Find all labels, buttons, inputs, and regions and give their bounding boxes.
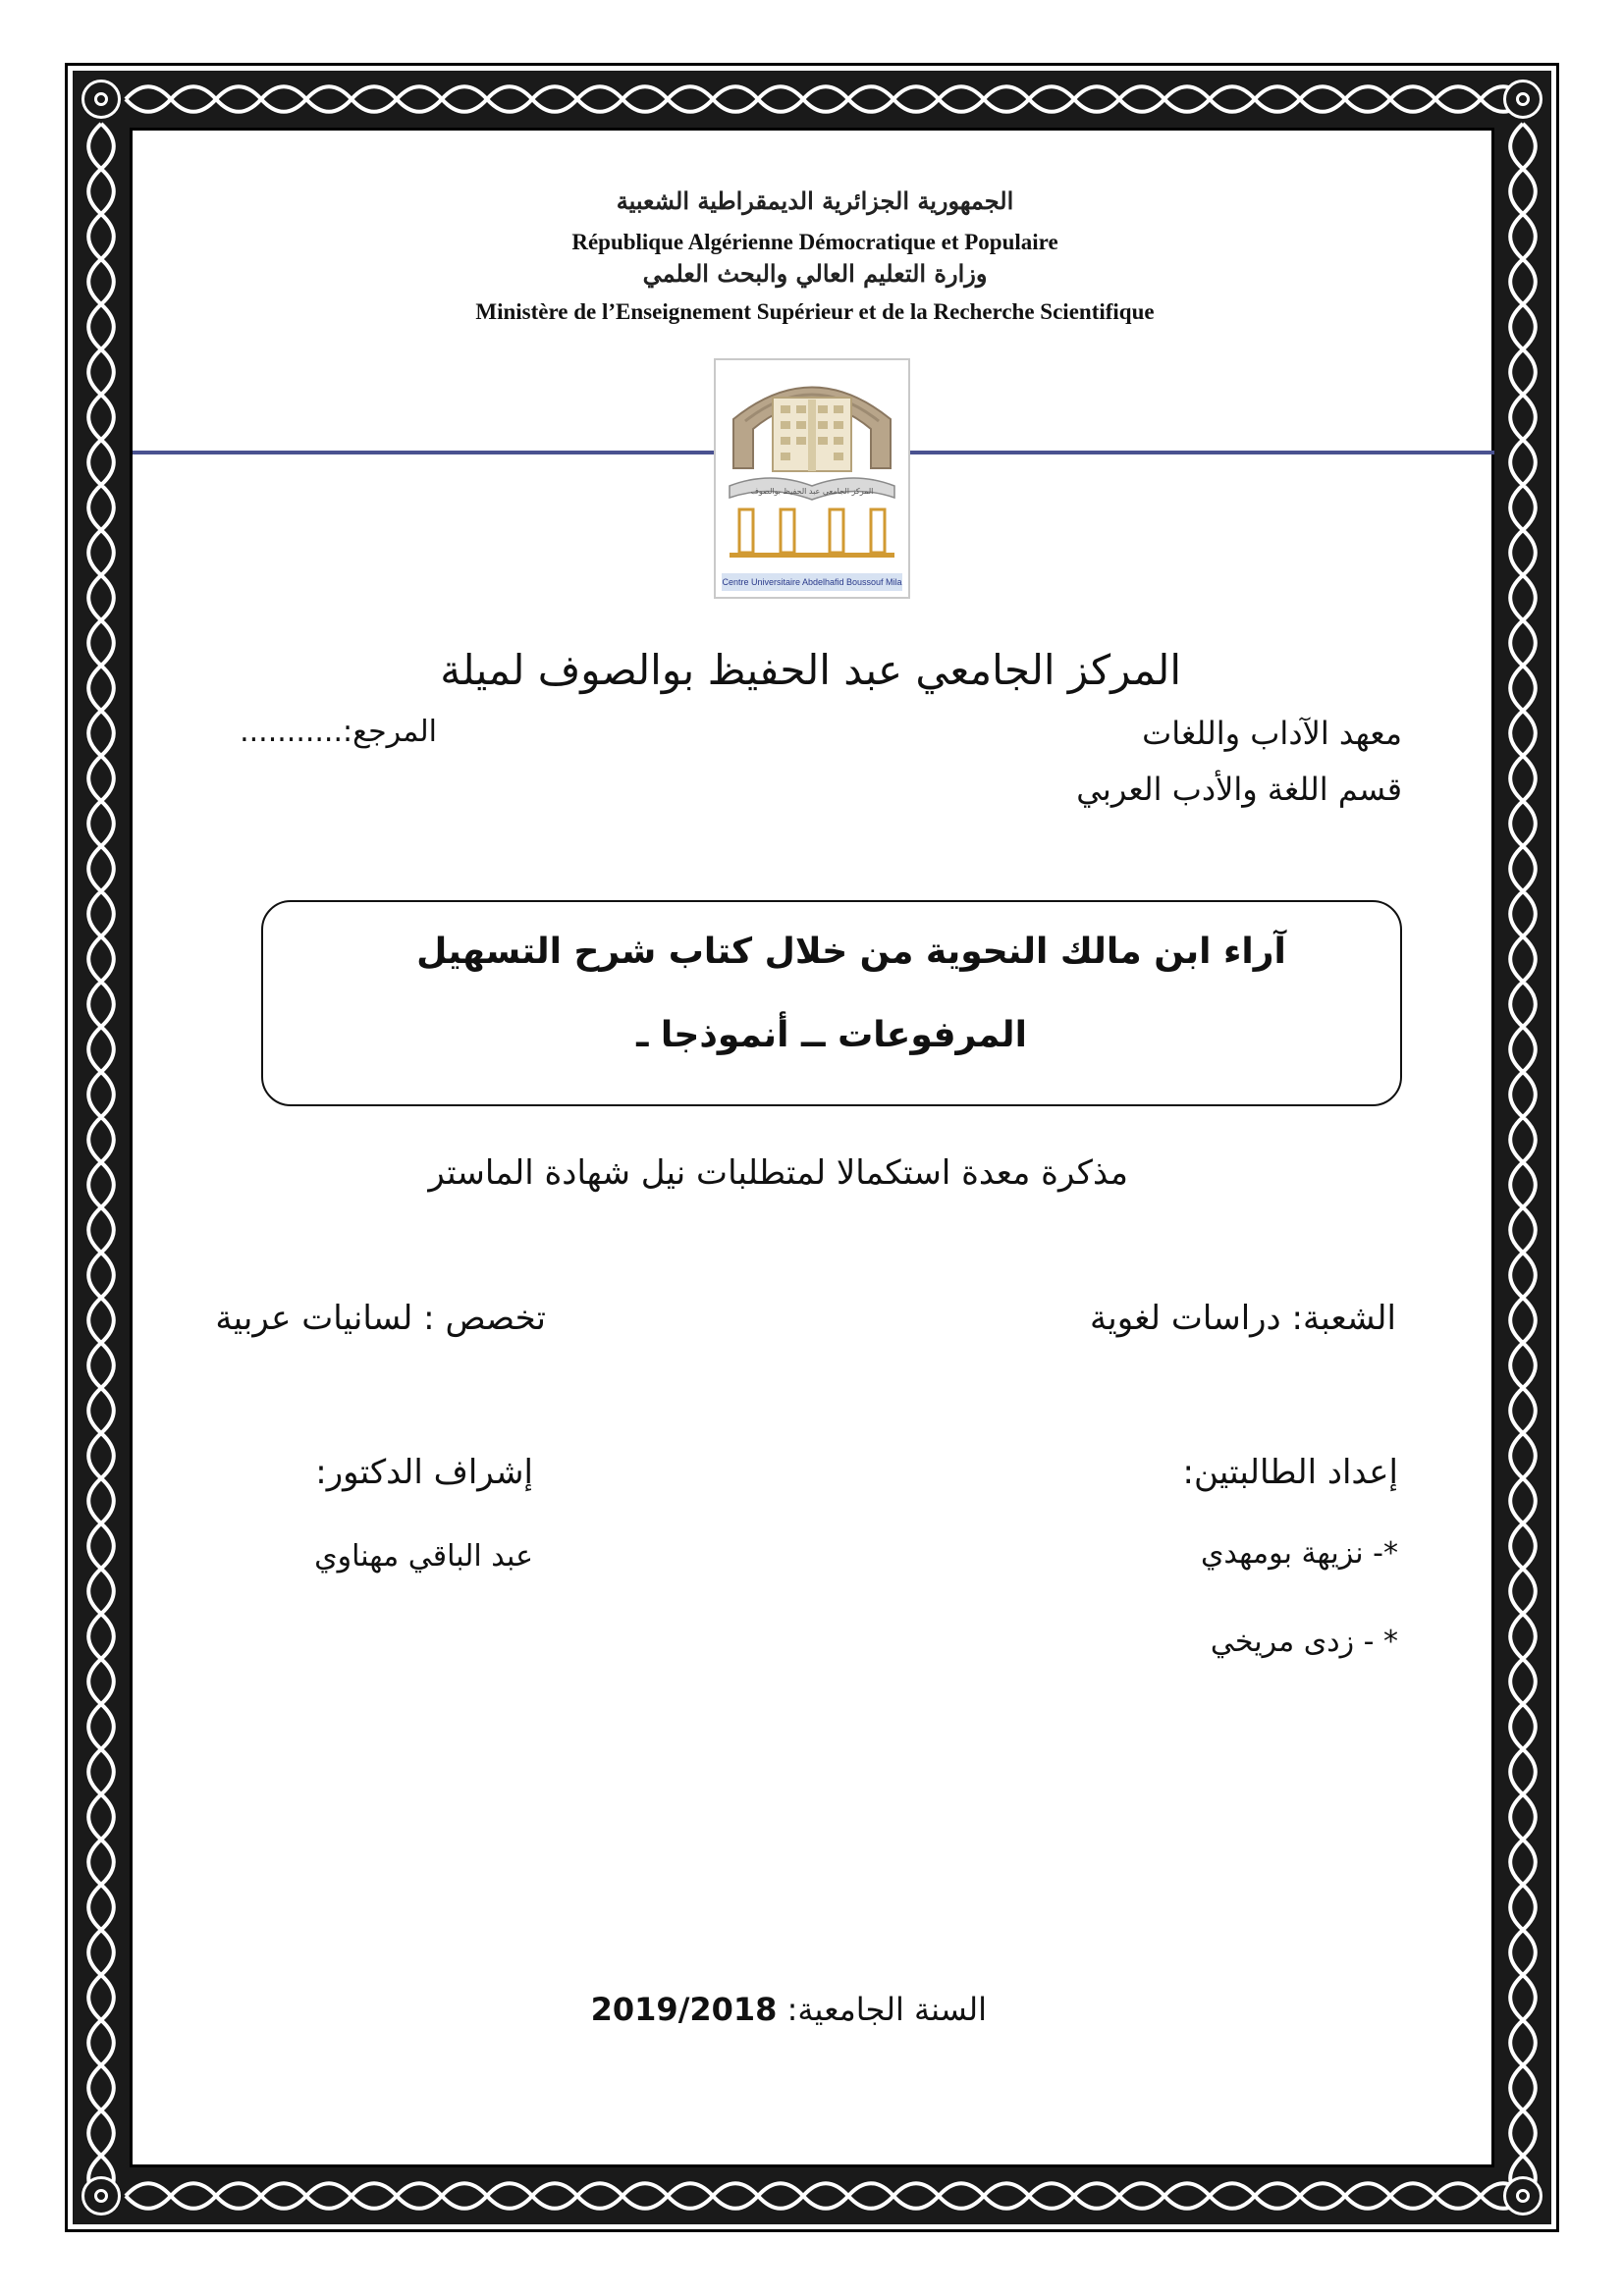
building-emblem-icon [716,360,908,571]
branch-label: الشعبة: دراسات لغوية [1090,1299,1396,1338]
border-corner-icon [81,80,121,119]
academic-year-label: السنة الجامعية: [777,1991,987,2028]
header-rule-left [133,451,714,454]
ministry-french: Ministère de l’Enseignement Supérieur et de la Recherche Scientifique [475,299,1155,324]
logo-emblem-text: المركز الجامعي عبد الحفيظ بوالصوف [750,487,874,496]
student-name-1: *- نزيهة بومهدي [1200,1536,1398,1571]
republic-arabic: ﺍﻟﺠﻤﻬﻮﺭﻳﺔ ﺍﻟﺠﺰﺍﺋﺮﻳﺔ ﺍﻟﺪﻳﻤﻘﺮﺍﻃﻴﺔ ﺍﻟﺸﻌﺒﻴﺔ [616,187,1014,215]
republic-french: République Algérienne Démocratique et Populaire [571,230,1058,254]
institute-name: معهد الآداب واللغات [1142,715,1402,752]
thesis-title-line1: آراء ابن مالك النحوية من خلال كتاب شرح التسهيل [416,932,1286,972]
department-name: قسم اللغة والأدب العربي [1076,771,1402,808]
border-corner-icon [81,2176,121,2216]
university-logo [714,358,910,599]
thesis-title-line2: المرفوعات ــ أنموذجا ـ [636,1015,1027,1055]
reference-field: المرجع:........... [240,715,437,749]
academic-year-value: 2019/2018 [590,1991,778,2028]
specialty-label: تخصص : لسانيات عربية [215,1299,546,1338]
thesis-purpose: مذكرة معدة استكمالا لمتطلبات نيل شهادة الماستر [428,1153,1128,1193]
border-corner-icon [1503,2176,1542,2216]
supervisor-label: إشراف الدكتور: [315,1453,533,1492]
prepared-by-label: إعداد الطالبتين: [1182,1453,1398,1492]
institution-name: المركز الجامعي عبد الحفيظ بوالصوف لميلة [440,646,1181,694]
ministry-arabic: ﻭﺯﺍﺭﺓ ﺍﻟﺘﻌﻠﻴﻢ ﺍﻟﻌﺎﻟﻲ ﻭﺍﻟﺒﺤﺚ ﺍﻟﻌﻠﻤﻲ [642,259,988,288]
border-corner-icon [1503,80,1542,119]
academic-year [591,1991,987,2028]
student-name-2: * - زدى مريخي [1210,1625,1398,1659]
supervisor-name: عبد الباقي مهناوي [314,1539,533,1574]
header-rule-right [910,451,1494,454]
thesis-title-box [261,900,1402,1106]
logo-caption: Centre Universitaire Abdelhafid Boussouf Mila [722,573,902,591]
